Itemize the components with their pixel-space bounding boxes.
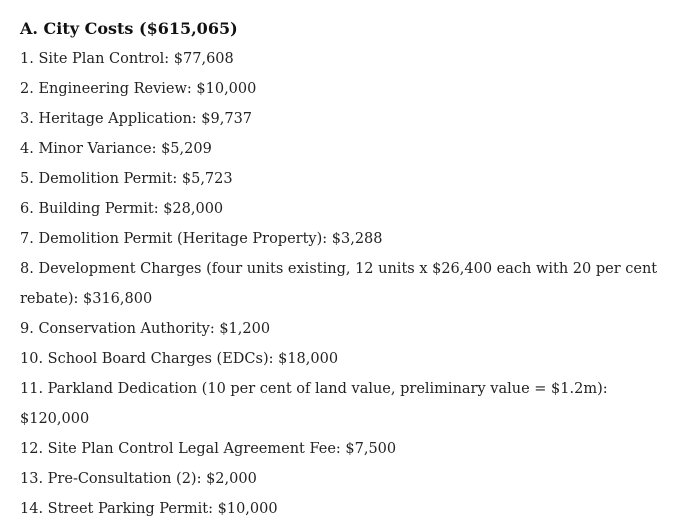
cost-item-demolition-permit-heritage: 7. Demolition Permit (Heritage Property): $3,288: [20, 231, 383, 247]
cost-item-street-parking-permit: 14. Street Parking Permit: $10,000: [20, 501, 278, 517]
cost-item-engineering-review: 2. Engineering Review: $10,000: [20, 81, 257, 97]
cost-item-parkland-dedication: 11. Parkland Dedication (10 per cent of land value, preliminary value = $1.2m): $120,000: [20, 381, 608, 427]
cost-item-pre-consultation: 13. Pre-Consultation (2): $2,000: [20, 471, 257, 487]
cost-item-building-permit: 6. Building Permit: $28,000: [20, 201, 224, 217]
cost-item-school-board-charges: 10. School Board Charges (EDCs): $18,000: [20, 351, 339, 367]
cost-item-site-plan-legal-fee: 12. Site Plan Control Legal Agreement Fee: $7,500: [20, 441, 397, 457]
cost-list: [20, 44, 676, 524]
cost-item-heritage-application: 3. Heritage Application: $9,737: [20, 111, 253, 127]
cost-item-minor-variance: 4. Minor Variance: $5,209: [20, 141, 212, 157]
cost-item-demolition-permit: 5. Demolition Permit: $5,723: [20, 171, 233, 187]
cost-item-conservation-authority: 9. Conservation Authority: $1,200: [20, 321, 271, 337]
section-heading: A. City Costs ($615,065): [20, 19, 238, 38]
cost-item-site-plan-control: 1. Site Plan Control: $77,608: [20, 51, 234, 67]
cost-item-development-charges: 8. Development Charges (four units existing, 12 units x $26,400 each with 20 per cent rebate): $316,800: [20, 261, 658, 307]
